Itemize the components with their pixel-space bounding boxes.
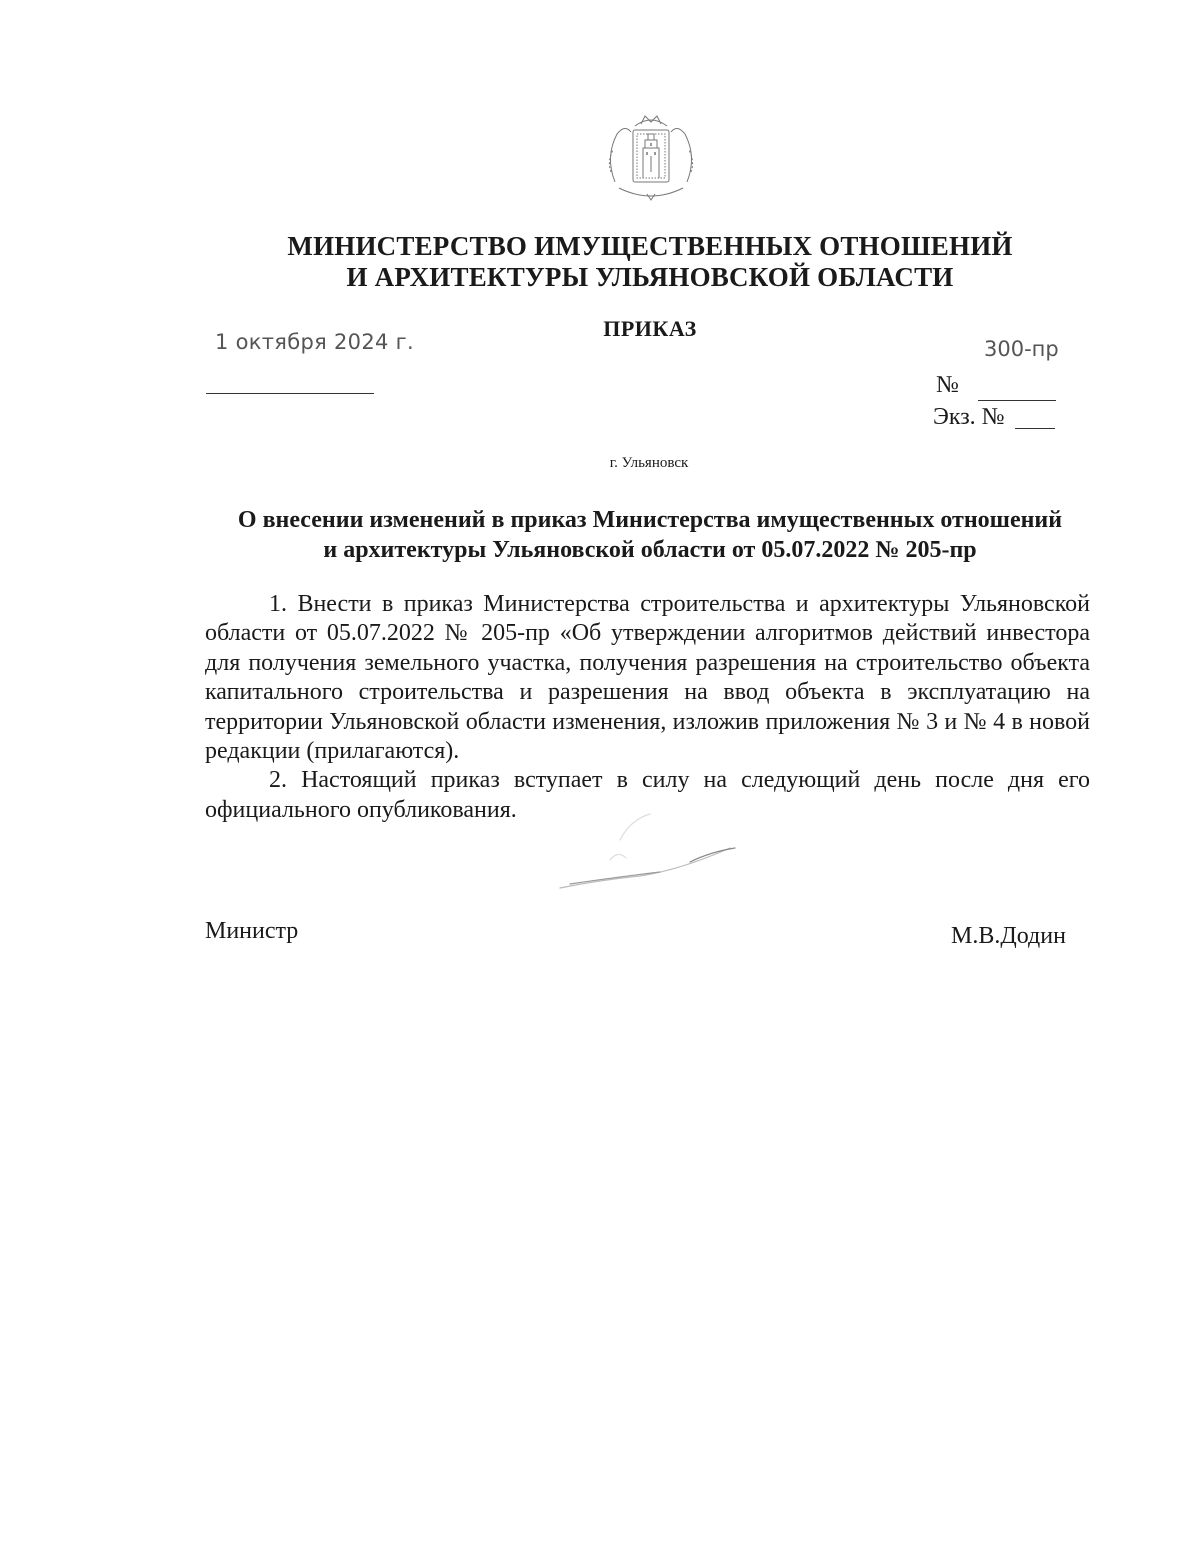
copy-number-label: Экз. № <box>933 404 1005 430</box>
signer-name: М.В.Додин <box>951 923 1066 949</box>
date-underline <box>206 393 374 394</box>
document-date: 1 октября 2024 г. <box>215 330 414 354</box>
document-body <box>205 590 1090 825</box>
body-paragraph-2: 2. Настоящий приказ вступает в силу на следующий день после дня его официального опубликования. <box>205 767 1090 823</box>
subject-line2: и архитектуры Ульяновской области от 05.07.2022 № 205-пр <box>323 537 977 563</box>
document-type: ПРИКАЗ <box>603 316 697 341</box>
number-label: № <box>936 372 959 398</box>
document-number: 300-пр <box>984 337 1059 361</box>
coat-of-arms-icon <box>597 112 705 204</box>
signer-title: Министр <box>205 918 299 944</box>
ministry-name-line2: И АРХИТЕКТУРЫ УЛЬЯНОВСКОЙ ОБЛАСТИ <box>346 262 954 292</box>
copy-number-underline <box>1015 428 1055 429</box>
body-paragraph-1: 1. Внести в приказ Министерства строительства и архитектуры Ульяновской области от 05.07.2022 № 205-пр «Об утверждении алгоритмов действий инвестора для получения земельного участка, получения разрешения на строительство объекта капитального строительства и разрешения на ввод объекта в эксплуатацию на территории Ульяновской области изменения, изложив приложения № 3 и № 4 в новой редакции (прилагаются). <box>205 591 1090 765</box>
city: г. Ульяновск <box>609 455 689 471</box>
ministry-name-line1: МИНИСТЕРСТВО ИМУЩЕСТВЕННЫХ ОТНОШЕНИЙ <box>287 231 1013 261</box>
handwritten-signature-icon <box>540 800 760 1000</box>
subject-line1: О внесении изменений в приказ Министерства имущественных отношений <box>237 507 1063 533</box>
number-underline <box>978 400 1056 401</box>
